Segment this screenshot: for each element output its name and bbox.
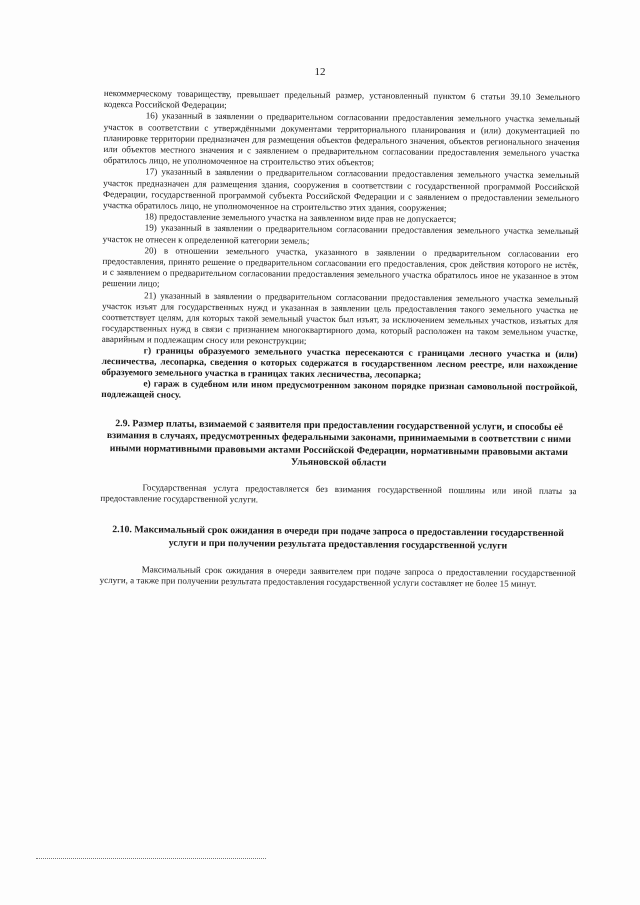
paragraph-item-18: 18) предоставление земельного участка на заявленном виде прав не допускается;	[144, 211, 457, 225]
footer-divider	[36, 858, 266, 859]
paragraph-item-20: 20) в отношении земельного участка, указанного в заявлении о предварительном согласовании его предоставления, принято решение о предварительном согласовании его предоставления, срок действия которого не истёк, и с заявлением о предварительном согласовании предоставления земельного участка обратилось иное не указанное в этом решении лицо;	[102, 245, 579, 289]
paragraph-item-19: 19) указанный в заявлении о предварительном согласовании предоставления земельного участка земельный участок не отнесен к определенной категории земель;	[102, 222, 579, 246]
page-number: 12	[314, 66, 326, 78]
paragraph-item-21: 21) указанный в заявлении о предварительном согласовании предоставления земельного участка земельный участок изъят для государственных нужд и указанная в заявлении цель предоставления такого земельного участка не соответствует целям, для которых такой земельный участок был изъят, за исключением земельных участков, изъятых для государственных нужд в связи с признанием многоквартирного дома, который расположен на таком земельном участке, аварийным и подлежащим сносу или реконструкции;	[101, 290, 579, 347]
paragraph-item-g: г) границы образуемого земельного участка пересекаются с границами лесного участка и (или) лесничества, лесопарка, сведения о которых содержатся в государственном лесном реестре, или нахождение образуемого земельного участка в границах таких лесничества, лесопарка;	[101, 346, 578, 381]
section-2-9-heading: 2.9. Размер платы, взимаемой с заявителя при предоставлении государственной услуги, и способы её взимания в случаях, предусмотренных федеральными законами, принимаемыми в соответствии с ними иными нормативными правовыми актами Российской Федерации, нормативными правовыми актами Ульяновской области	[106, 417, 572, 469]
section-2-10-heading: 2.10. Максимальный срок ожидания в очереди при подаче запроса о предоставлении государственной услуги и при получении результата предоставления государственной услуги	[112, 524, 565, 552]
paragraph-item-16: 16) указанный в заявлении о предварительном согласовании предоставления земельного участка земельный участок в соответствии с утверждёнными документами территориального планирования и (или) документацией по планировке территории предназначен для размещения объектов федерального значения, объектов регионального значения или объектов местного значения и с заявлением о предварительном согласовании предоставления земельного участка обратилось лицо, не уполномоченное на строительство этих объектов;	[103, 110, 580, 168]
paragraph-item-e: е) гараж в судебном или ином предусмотренном законом порядке признан самовольной постройкой, подлежащей сносу.	[101, 379, 578, 402]
paragraph-continuation: некоммерческому товариществу, превышает предельный размер, установленный пунктом 6 статьи 39.10 Земельного кодекса Российской Федерации;	[103, 88, 580, 111]
paragraph-item-17: 17) указанный в заявлении о предварительном согласовании предоставления земельного участка земельный участок предназначен для размещения здания, сооружения в соответствии с государственной программой Российской Федерации, государственной программой субъекта Российской Федерации и с заявлением о предоставлении земельного участка обратилось лицо, не уполномоченное на строительство этих здания, сооружения;	[102, 166, 580, 214]
document-body	[100, 88, 580, 590]
section-2-10-text: Максимальный срок ожидания в очереди заявителем при подаче запроса о предоставлении государственной услуги, а также при получении результата предоставления государственной услуги составляет не более 15 минут.	[99, 564, 576, 589]
section-2-9-text: Государственная услуга предоставляется без взимания государственной пошлины или иной платы за предоставление государственной услуги.	[100, 482, 577, 505]
